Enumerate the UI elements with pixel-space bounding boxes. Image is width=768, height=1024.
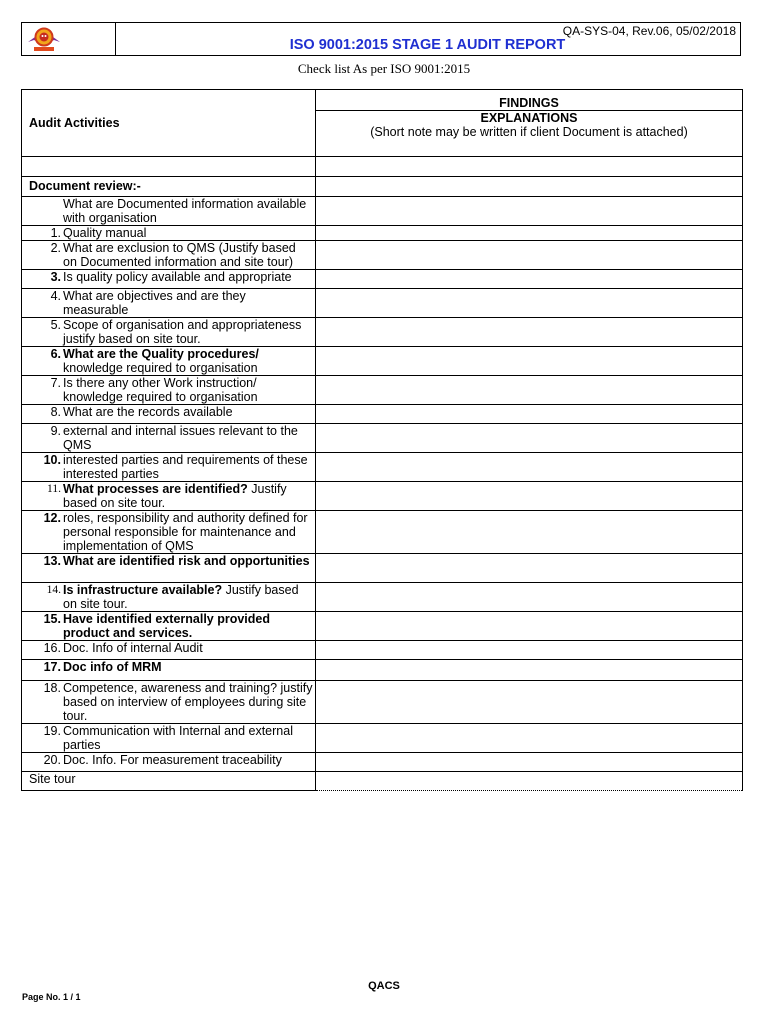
activity-cell <box>22 724 316 753</box>
item-text: What are exclusion to QMS (Justify based on Documented information and site tour) <box>63 241 296 269</box>
activity-cell <box>22 197 316 226</box>
checklist-item <box>22 241 315 269</box>
table-row <box>22 289 743 318</box>
item-text: Communication with Internal and external parties <box>63 724 293 752</box>
item-text: What are objectives and are they measurable <box>63 289 246 317</box>
explanations-note: (Short note may be written if client Document is attached) <box>370 125 688 139</box>
table-row <box>22 511 743 554</box>
checklist-item <box>22 424 315 452</box>
activity-cell <box>22 511 316 554</box>
item-number: 15. <box>43 612 61 626</box>
activity-cell <box>22 583 316 612</box>
item-number: 7. <box>50 376 61 390</box>
checklist-items <box>22 226 743 772</box>
checklist-item <box>22 347 315 375</box>
item-number: 4. <box>50 289 61 303</box>
activity-cell <box>22 424 316 453</box>
finding-cell[interactable] <box>316 270 743 289</box>
table-row <box>22 376 743 405</box>
explanations-title: EXPLANATIONS <box>480 111 578 125</box>
table-row <box>22 453 743 482</box>
item-text: Scope of organisation and appropriateness justify based on site tour. <box>63 318 302 346</box>
item-number: 13. <box>43 554 61 568</box>
item-text-bold: Is infrastructure available? <box>63 583 223 597</box>
activity-cell <box>22 753 316 772</box>
item-text: Doc. Info of internal Audit <box>63 641 203 655</box>
item-number: 11. <box>47 483 61 495</box>
activity-cell <box>22 681 316 724</box>
finding-cell[interactable] <box>316 197 743 226</box>
finding-cell[interactable] <box>316 318 743 347</box>
item-number: 18. <box>43 681 61 695</box>
item-number: 3. <box>50 270 61 284</box>
finding-cell[interactable] <box>316 226 743 241</box>
finding-cell[interactable] <box>316 289 743 318</box>
checklist-item <box>22 583 315 611</box>
checklist-item <box>22 612 315 640</box>
documented-info-intro: What are Documented information available with organisation <box>63 197 307 225</box>
checklist-item <box>22 511 315 553</box>
activity-cell <box>22 772 316 791</box>
checklist-item <box>22 289 315 317</box>
checklist-item <box>22 660 315 674</box>
activity-cell <box>22 270 316 289</box>
activity-cell <box>22 612 316 641</box>
item-number: 19. <box>43 724 61 738</box>
finding-cell[interactable] <box>316 405 743 424</box>
table-row <box>22 660 743 681</box>
activity-cell <box>22 376 316 405</box>
item-text: What are the records available <box>63 405 233 419</box>
activity-cell <box>22 289 316 318</box>
checklist-item <box>22 405 315 419</box>
table-row <box>22 226 743 241</box>
item-text: external and internal issues relevant to the QMS <box>63 424 298 452</box>
activity-cell <box>22 554 316 583</box>
item-text <box>62 482 315 510</box>
findings-header: FINDINGS <box>316 90 742 111</box>
item-text: interested parties and requirements of these interested parties <box>63 453 308 481</box>
document-review-heading: Document review:- <box>29 179 141 193</box>
activity-cell <box>22 347 316 376</box>
activity-cell <box>22 226 316 241</box>
finding-cell[interactable] <box>316 641 743 660</box>
finding-cell[interactable] <box>316 660 743 681</box>
item-number: 20. <box>43 753 61 767</box>
item-number: 1. <box>50 226 61 240</box>
checklist-item <box>22 681 315 723</box>
table-row <box>22 347 743 376</box>
table-row <box>22 270 743 289</box>
audit-checklist-table <box>21 89 743 791</box>
table-row <box>22 405 743 424</box>
activity-cell <box>22 318 316 347</box>
checklist-item <box>22 482 315 510</box>
finding-cell[interactable] <box>316 583 743 612</box>
item-text-bold: Doc info of MRM <box>63 660 162 674</box>
item-number: 6. <box>50 347 61 361</box>
item-text-bold: What are the Quality procedures/ <box>63 347 259 361</box>
item-text: Competence, awareness and training? justify based on interview of employees during site tour. <box>63 681 313 723</box>
item-text <box>62 660 315 674</box>
finding-cell[interactable] <box>316 724 743 753</box>
finding-cell[interactable] <box>316 424 743 453</box>
document-code: QA-SYS-04, Rev.06, 05/02/2018 <box>562 24 736 38</box>
item-number: 9. <box>50 424 61 438</box>
activity-cell <box>22 660 316 681</box>
item-text <box>62 347 315 375</box>
item-text: Is quality policy available and appropriate <box>63 270 292 284</box>
checklist-item <box>22 453 315 481</box>
item-number: 5. <box>50 318 61 332</box>
checklist-item <box>22 554 315 568</box>
activity-cell <box>22 641 316 660</box>
audit-activities-header: Audit Activities <box>22 90 316 157</box>
item-number: 16. <box>43 641 61 655</box>
item-text: Quality manual <box>63 226 147 240</box>
logo-cell <box>22 23 116 55</box>
item-text: Doc. Info. For measurement traceability <box>63 753 282 767</box>
item-text <box>62 583 315 611</box>
item-number: 12. <box>43 511 61 525</box>
checklist-subtitle: Check list As per ISO 9001:2015 <box>297 61 471 76</box>
item-text <box>62 554 315 568</box>
table-header-row <box>22 90 743 157</box>
table-row <box>22 753 743 772</box>
item-number: 17. <box>43 660 61 674</box>
table-row <box>22 612 743 641</box>
site-tour-label: Site tour <box>29 772 76 786</box>
checklist-item <box>22 318 315 346</box>
item-text-rest: Justify based on site tour. <box>63 583 299 611</box>
item-text-bold: What are identified risk and opportunities <box>63 554 310 568</box>
finding-cell[interactable] <box>316 511 743 554</box>
item-text: Is there any other Work instruction/ knowledge required to organisation <box>63 376 258 404</box>
finding-cell[interactable] <box>316 376 743 405</box>
activity-cell <box>22 482 316 511</box>
item-text <box>62 612 315 640</box>
checklist-item <box>22 753 315 767</box>
finding-cell[interactable] <box>316 157 743 177</box>
table-row <box>22 641 743 660</box>
table-row <box>22 318 743 347</box>
item-number: 8. <box>50 405 61 419</box>
item-number: 2. <box>50 241 61 255</box>
footer-org: QACS <box>368 980 400 992</box>
item-number: 10. <box>43 453 61 467</box>
page-number: Page No. 1 / 1 <box>22 992 81 1002</box>
checklist-item <box>22 226 315 240</box>
table-row <box>22 177 743 197</box>
table-row <box>22 241 743 270</box>
activity-cell <box>22 453 316 482</box>
item-text-bold: What processes are identified? <box>63 482 248 496</box>
finding-cell[interactable] <box>316 554 743 583</box>
company-logo <box>26 25 62 53</box>
activity-cell <box>22 241 316 270</box>
finding-cell[interactable] <box>316 453 743 482</box>
finding-cell[interactable] <box>316 772 743 791</box>
checklist-item <box>22 270 315 284</box>
activity-cell <box>22 157 316 177</box>
item-text-bold: Have identified externally provided product and services. <box>63 612 271 640</box>
checklist-item <box>22 724 315 752</box>
item-text: roles, responsibility and authority defined for personal responsible for maintenance and implementation of QMS <box>63 511 308 553</box>
table-row <box>22 554 743 583</box>
finding-cell[interactable] <box>316 482 743 511</box>
item-text-rest: knowledge required to organisation <box>63 361 258 375</box>
finding-cell[interactable] <box>316 681 743 724</box>
table-row <box>22 482 743 511</box>
checklist-item <box>22 376 315 404</box>
table-row <box>22 424 743 453</box>
finding-cell[interactable] <box>316 612 743 641</box>
table-row <box>22 157 743 177</box>
report-title: ISO 9001:2015 STAGE 1 AUDIT REPORT <box>289 37 566 53</box>
checklist-item <box>22 641 315 655</box>
table-row <box>22 681 743 724</box>
table-row <box>22 197 743 226</box>
table-row <box>22 772 743 791</box>
item-text-rest: Justify based on site tour. <box>63 482 287 510</box>
table-row <box>22 583 743 612</box>
activity-cell <box>22 405 316 424</box>
item-number: 14. <box>46 584 61 596</box>
finding-cell[interactable] <box>316 177 743 197</box>
finding-cell[interactable] <box>316 241 743 270</box>
explanations-header <box>316 111 742 146</box>
table-row <box>22 724 743 753</box>
finding-cell[interactable] <box>316 753 743 772</box>
finding-cell[interactable] <box>316 347 743 376</box>
findings-header-cell <box>316 90 743 157</box>
section-heading <box>22 177 316 197</box>
document-header <box>21 22 741 56</box>
